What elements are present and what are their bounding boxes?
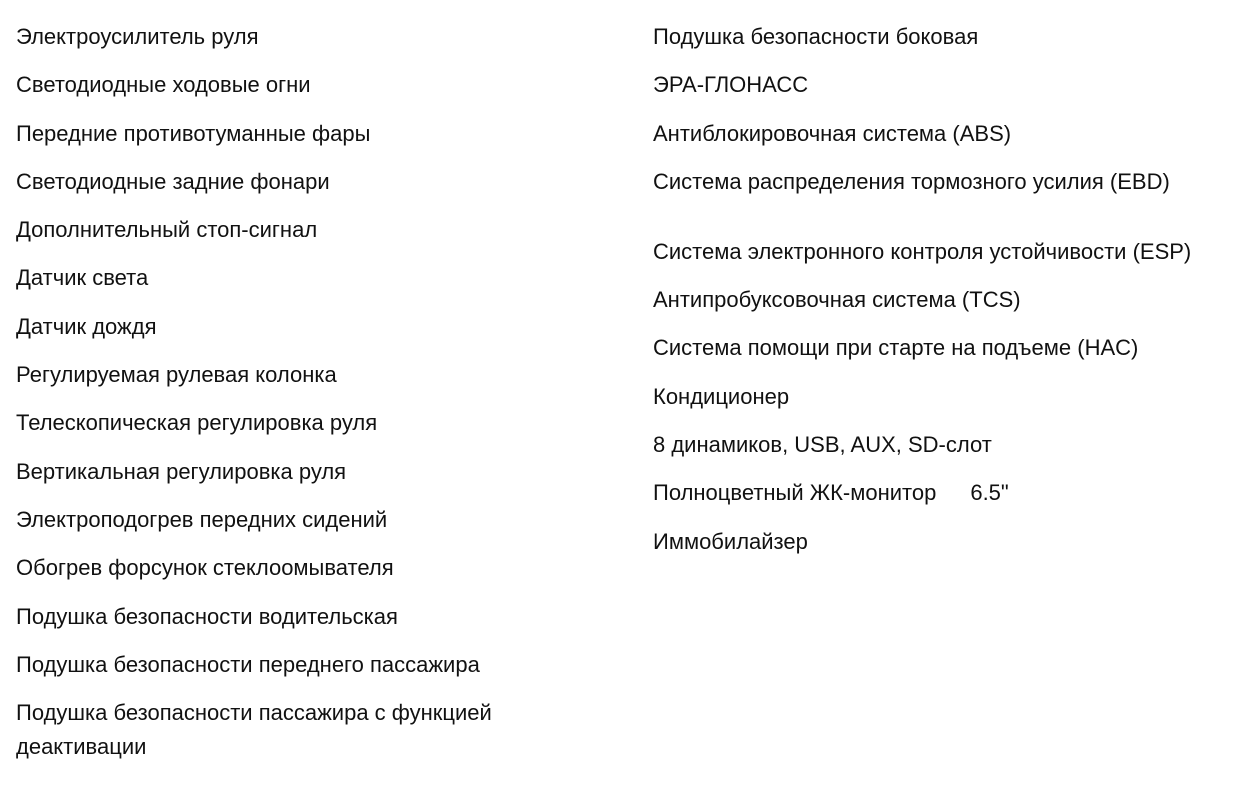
monitor-size-value: 6.5" (970, 480, 1009, 506)
feature-item: Система электронного контроля устойчивости (ESP) (653, 238, 1192, 264)
feature-item: Подушка безопасности пассажира с функцией деактивации (16, 700, 492, 760)
feature-item: Регулируемая рулевая колонка (16, 362, 337, 388)
features-left-column (16, 20, 616, 778)
feature-item: Система помощи при старте на подъеме (HAC) (653, 335, 1139, 361)
feature-item: ЭРА-ГЛОНАСС (653, 72, 809, 98)
feature-item: Передние противотуманные фары (16, 120, 371, 146)
feature-item: Электроподогрев передних сидений (16, 506, 388, 532)
feature-item: Обогрев форсунок стеклоомывателя (16, 555, 394, 581)
feature-item: Антиблокировочная система (ABS) (653, 120, 1012, 146)
feature-item: 8 динамиков, USB, AUX, SD-слот (653, 432, 992, 458)
features-right-column (653, 20, 1233, 573)
feature-item-monitor (653, 476, 1233, 510)
feature-item: Подушка безопасности боковая (653, 24, 979, 49)
feature-item: Светодиодные ходовые огни (16, 72, 311, 98)
feature-item: Светодиодные задние фонари (16, 168, 330, 194)
feature-item: Иммобилайзер (653, 528, 808, 554)
feature-item: Телескопическая регулировка руля (16, 410, 378, 436)
feature-item: Датчик дождя (16, 313, 157, 339)
feature-item: Датчик света (16, 265, 149, 291)
feature-item: Подушка безопасности переднего пассажира (16, 651, 480, 677)
feature-item: Дополнительный стоп-сигнал (16, 217, 318, 243)
feature-item: Система распределения тормозного усилия (EBD) (653, 168, 1170, 194)
feature-item: Кондиционер (653, 383, 790, 409)
feature-item: Электроусилитель руля (16, 24, 259, 49)
feature-item: Подушка безопасности водительская (16, 603, 398, 629)
feature-item: Антипробуксовочная система (TCS) (653, 287, 1021, 313)
monitor-label: Полноцветный ЖК-монитор (653, 480, 937, 506)
feature-item: Вертикальная регулировка руля (16, 458, 347, 484)
